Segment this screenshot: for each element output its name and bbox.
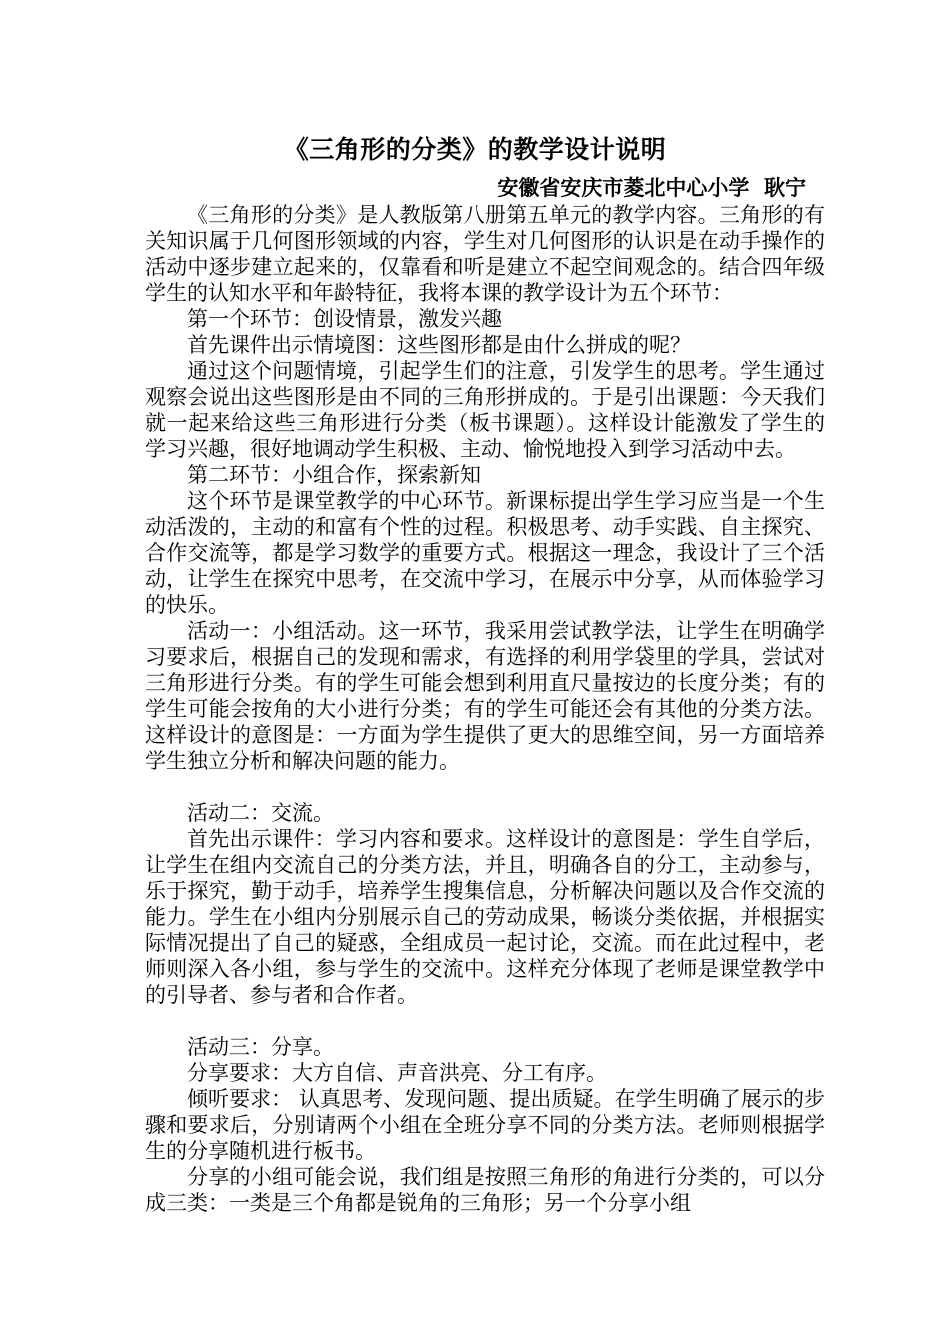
- section-heading: 第二环节：小组合作，探索新知: [187, 463, 481, 487]
- body-paragraph: 这个环节是课堂教学的中心环节。新课标提出学生学习应当是一个生动活泼的，主动的和富有个性的过程。积极思考、动手实践、自主探究、合作交流等，都是学习数学的重要方式。根据这一理念，我设计了三个活动，让学生在探究中思考，在交流中学习，在展示中分享，从而体验学习的快乐。: [145, 489, 825, 617]
- paragraph-spacer: [145, 774, 825, 800]
- body-paragraph: 活动一：小组活动。这一环节，我采用尝试教学法，让学生在明确学习要求后，根据自己的发现和需求，有选择的利用学袋里的学具，尝试对三角形进行分类。有的学生可能会想到利用直尺量按边的长度分类；有的学生可能会按角的大小进行分类；有的学生可能还会有其他的分类方法。这样设计的意图是：一方面为学生提供了更大的思维空间，另一方面培养学生独立分析和解决问题的能力。: [145, 619, 825, 773]
- document-author: 安徽省安庆市菱北中心小学 耿宁: [497, 175, 806, 200]
- body-paragraph: 分享要求：大方自信、声音洪亮、分工有序。: [187, 1061, 607, 1085]
- document-title: 《三角形的分类》的教学设计说明: [283, 135, 667, 164]
- document-body: [145, 202, 825, 1216]
- activity-heading: 活动三：分享。: [187, 1035, 334, 1059]
- body-paragraph: 首先出示课件：学习内容和要求。这样设计的意图是：学生自学后，让学生在组内交流自己的分类方法，并且，明确各自的分工，主动参与，乐于探究，勤于动手，培养学生搜集信息，分析解决问题以及合作交流的能力。学生在小组内分别展示自己的劳动成果，畅谈分类依据，并根据实际情况提出了自己的疑惑，全组成员一起讨论，交流。而在此过程中，老师则深入各小组，参与学生的交流中。这样充分体现了老师是课堂教学中的引导者、参与者和合作者。: [145, 827, 825, 1007]
- body-paragraph: 《三角形的分类》是人教版第八册第五单元的教学内容。三角形的有关知识属于几何图形领域的内容，学生对几何图形的认识是在动手操作的活动中逐步建立起来的，仅靠看和听是建立不起空间观念的。结合四年级学生的认知水平和年龄特征，我将本课的教学设计为五个环节：: [145, 203, 825, 305]
- body-paragraph: 倾听要求： 认真思考、发现问题、提出质疑。在学生明确了展示的步骤和要求后，分别请两个小组在全班分享不同的分类方法。老师则根据学生的分享随机进行板书。: [145, 1087, 825, 1163]
- activity-heading: 活动二：交流。: [187, 801, 334, 825]
- body-paragraph: 分享的小组可能会说，我们组是按照三角形的角进行分类的，可以分成三类：一类是三个角都是锐角的三角形；另一个分享小组: [145, 1165, 825, 1215]
- paragraph-spacer: [145, 1008, 825, 1034]
- section-heading: 第一个环节：创设情景，激发兴趣: [187, 307, 502, 331]
- body-paragraph: 首先课件出示情境图：这些图形都是由什么拼成的呢？: [187, 333, 691, 357]
- body-paragraph: 通过这个问题情境，引起学生们的注意，引发学生的思考。学生通过观察会说出这些图形是由不同的三角形拼成的。于是引出课题：今天我们就一起来给这些三角形进行分类（板书课题）。这样设计能激发了学生的学习兴趣，很好地调动学生积极、主动、愉悦地投入到学习活动中去。: [145, 359, 825, 461]
